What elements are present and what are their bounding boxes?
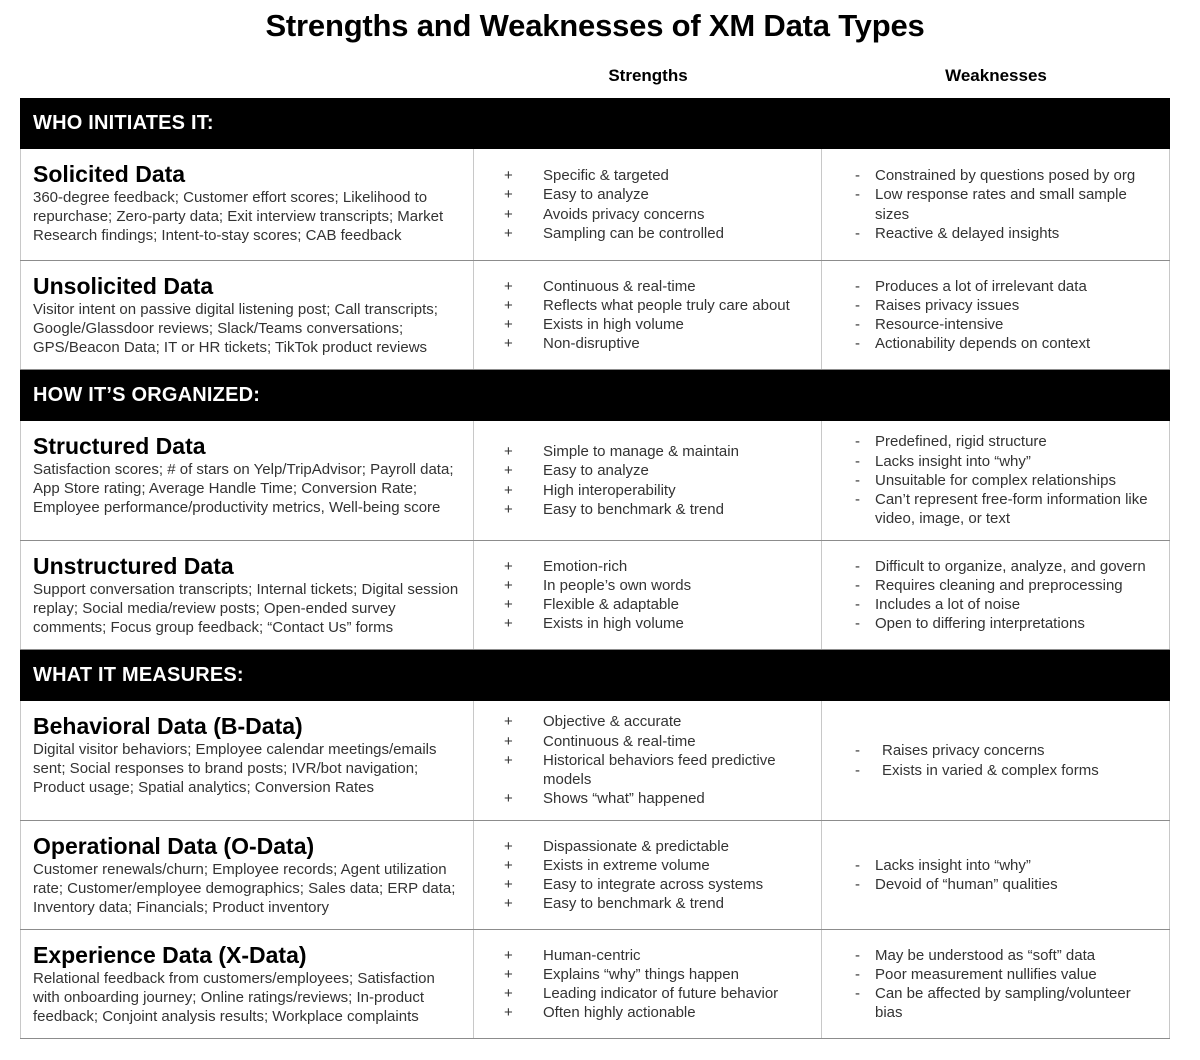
strength-item: + Easy to benchmark & trend bbox=[504, 894, 813, 913]
strengths-list bbox=[504, 277, 813, 354]
strength-item: + Continuous & real-time bbox=[504, 732, 813, 751]
data-type-cell bbox=[20, 930, 474, 1038]
strength-item: + Objective & accurate bbox=[504, 712, 813, 731]
table-row bbox=[20, 701, 1170, 821]
table-row bbox=[20, 821, 1170, 930]
strengths-list bbox=[504, 442, 813, 519]
strengths-list bbox=[504, 557, 813, 634]
data-type-examples: Digital visitor behaviors; Employee calendar meetings/emails sent; Social responses to brand posts; IVR/bot navigation; Product usage; Spatial analytics; Conversion Rates bbox=[33, 741, 437, 797]
data-type-examples: Satisfaction scores; # of stars on Yelp/TripAdvisor; Payroll data; App Store rating; Average Handle Time; Conversion Rate; Employee performance/productivity metrics, Well-being score bbox=[33, 461, 454, 517]
section-header: HOW IT’S ORGANIZED: bbox=[20, 370, 1170, 421]
strengths-cell bbox=[474, 701, 822, 820]
comparison-table bbox=[20, 98, 1170, 1039]
strengths-cell bbox=[474, 421, 822, 540]
table-row bbox=[20, 421, 1170, 541]
strengths-cell bbox=[474, 261, 822, 369]
weakness-item: - Produces a lot of irrelevant data bbox=[855, 277, 1161, 296]
column-headers bbox=[0, 66, 1200, 90]
data-type-name: Behavioral Data (B-Data) bbox=[33, 713, 303, 739]
weakness-item: - May be understood as “soft” data bbox=[855, 946, 1161, 965]
weakness-item: - Predefined, rigid structure bbox=[855, 432, 1161, 451]
table-row bbox=[20, 930, 1170, 1039]
data-type-name: Operational Data (O-Data) bbox=[33, 833, 315, 859]
weakness-item: - Raises privacy concerns bbox=[855, 741, 1161, 760]
weaknesses-cell bbox=[822, 149, 1170, 260]
strengths-list bbox=[504, 837, 813, 914]
weakness-item: - Devoid of “human” qualities bbox=[855, 875, 1161, 894]
table-row bbox=[20, 541, 1170, 650]
weakness-item: - Lacks insight into “why” bbox=[855, 452, 1161, 471]
data-type-cell bbox=[20, 541, 474, 649]
strength-item: + Exists in extreme volume bbox=[504, 856, 813, 875]
weaknesses-list bbox=[855, 741, 1161, 779]
page-title: Strengths and Weaknesses of XM Data Types bbox=[265, 8, 925, 43]
strength-item: + Human-centric bbox=[504, 946, 813, 965]
weaknesses-cell bbox=[822, 701, 1170, 820]
strength-item: + Avoids privacy concerns bbox=[504, 205, 813, 224]
data-type-name: Structured Data bbox=[33, 433, 206, 459]
weakness-item: - Constrained by questions posed by org bbox=[855, 166, 1161, 185]
weaknesses-list bbox=[855, 856, 1161, 894]
section-header: WHO INITIATES IT: bbox=[20, 98, 1170, 149]
weakness-item: - Raises privacy issues bbox=[855, 296, 1161, 315]
section-header: WHAT IT MEASURES: bbox=[20, 650, 1170, 701]
strengths-cell bbox=[474, 930, 822, 1038]
weakness-item: - Poor measurement nullifies value bbox=[855, 965, 1161, 984]
strength-item: + Easy to integrate across systems bbox=[504, 875, 813, 894]
weaknesses-cell bbox=[822, 541, 1170, 649]
weakness-item: - Lacks insight into “why” bbox=[855, 856, 1161, 875]
weakness-item: - Reactive & delayed insights bbox=[855, 224, 1161, 243]
weakness-item: - Actionability depends on context bbox=[855, 334, 1161, 353]
strength-item: + Reflects what people truly care about bbox=[504, 296, 813, 315]
strength-item: + Continuous & real-time bbox=[504, 277, 813, 296]
strength-item: + Dispassionate & predictable bbox=[504, 837, 813, 856]
weakness-item: - Unsuitable for complex relationships bbox=[855, 471, 1161, 490]
data-type-cell bbox=[20, 821, 474, 929]
weaknesses-list bbox=[855, 432, 1161, 528]
strength-item: + Easy to analyze bbox=[504, 185, 813, 204]
weaknesses-cell bbox=[822, 930, 1170, 1038]
strength-item: + Emotion-rich bbox=[504, 557, 813, 576]
data-type-name: Unsolicited Data bbox=[33, 273, 214, 299]
strengths-cell bbox=[474, 149, 822, 260]
strength-item: + In people’s own words bbox=[504, 576, 813, 595]
weakness-item: - Open to differing interpretations bbox=[855, 614, 1161, 633]
strength-item: + Exists in high volume bbox=[504, 614, 813, 633]
strength-item: + High interoperability bbox=[504, 481, 813, 500]
data-type-name: Solicited Data bbox=[33, 161, 186, 187]
weakness-item: - Requires cleaning and preprocessing bbox=[855, 576, 1161, 595]
strength-item: + Easy to analyze bbox=[504, 461, 813, 480]
strength-item: + Historical behaviors feed predictive models bbox=[504, 751, 813, 789]
weakness-item: - Includes a lot of noise bbox=[855, 595, 1161, 614]
weakness-item: - Can’t represent free-form information like video, image, or text bbox=[855, 490, 1161, 528]
strengths-cell bbox=[474, 821, 822, 929]
weaknesses-list bbox=[855, 166, 1161, 243]
strengths-list bbox=[504, 166, 813, 243]
strength-item: + Often highly actionable bbox=[504, 1003, 813, 1022]
strength-item: + Exists in high volume bbox=[504, 315, 813, 334]
weakness-item: - Low response rates and small sample sizes bbox=[855, 185, 1161, 223]
strengths-cell bbox=[474, 541, 822, 649]
weaknesses-list bbox=[855, 557, 1161, 634]
strength-item: + Specific & targeted bbox=[504, 166, 813, 185]
weaknesses-cell bbox=[822, 821, 1170, 929]
table-row bbox=[20, 149, 1170, 261]
strength-item: + Leading indicator of future behavior bbox=[504, 984, 813, 1003]
data-type-examples: 360-degree feedback; Customer effort scores; Likelihood to repurchase; Zero-party data; Exit interview transcripts; Market Research findings; Intent-to-stay scores; CAB feedback bbox=[33, 189, 444, 245]
strength-item: + Explains “why” things happen bbox=[504, 965, 813, 984]
weakness-item: - Difficult to organize, analyze, and govern bbox=[855, 557, 1161, 576]
strengths-list bbox=[504, 946, 813, 1023]
weakness-item: - Exists in varied & complex forms bbox=[855, 761, 1161, 780]
weakness-item: - Can be affected by sampling/volunteer bias bbox=[855, 984, 1161, 1022]
strengths-list bbox=[504, 712, 813, 808]
strengths-header: Strengths bbox=[608, 66, 688, 85]
data-type-cell bbox=[20, 149, 474, 260]
data-type-examples: Relational feedback from customers/employees; Satisfaction with onboarding journey; Online ratings/reviews; In-product feedback; Conjoint analysis results; Workplace complaints bbox=[33, 970, 435, 1026]
weaknesses-header: Weaknesses bbox=[945, 66, 1047, 85]
strength-item: + Shows “what” happened bbox=[504, 789, 813, 808]
weaknesses-list bbox=[855, 277, 1161, 354]
strength-item: + Non-disruptive bbox=[504, 334, 813, 353]
table-row bbox=[20, 261, 1170, 370]
data-type-name: Unstructured Data bbox=[33, 553, 234, 579]
strength-item: + Easy to benchmark & trend bbox=[504, 500, 813, 519]
weaknesses-list bbox=[855, 946, 1161, 1023]
data-type-cell bbox=[20, 701, 474, 820]
strength-item: + Simple to manage & maintain bbox=[504, 442, 813, 461]
data-type-name: Experience Data (X-Data) bbox=[33, 942, 307, 968]
data-type-cell bbox=[20, 261, 474, 369]
data-type-cell bbox=[20, 421, 474, 540]
strength-item: + Flexible & adaptable bbox=[504, 595, 813, 614]
data-type-examples: Customer renewals/churn; Employee records; Agent utilization rate; Customer/employee demographics; Sales data; ERP data; Inventory data; Financials; Product inventory bbox=[33, 861, 456, 917]
weaknesses-cell bbox=[822, 421, 1170, 540]
data-type-examples: Support conversation transcripts; Internal tickets; Digital session replay; Social media/review posts; Open-ended survey comments; Focus group feedback; “Contact Us” forms bbox=[33, 581, 459, 637]
weaknesses-cell bbox=[822, 261, 1170, 369]
strength-item: + Sampling can be controlled bbox=[504, 224, 813, 243]
data-type-examples: Visitor intent on passive digital listening post; Call transcripts; Google/Glassdoor reviews; Slack/Teams conversations; GPS/Beacon Data; IT or HR tickets; TikTok product reviews bbox=[33, 301, 438, 357]
weakness-item: - Resource-intensive bbox=[855, 315, 1161, 334]
